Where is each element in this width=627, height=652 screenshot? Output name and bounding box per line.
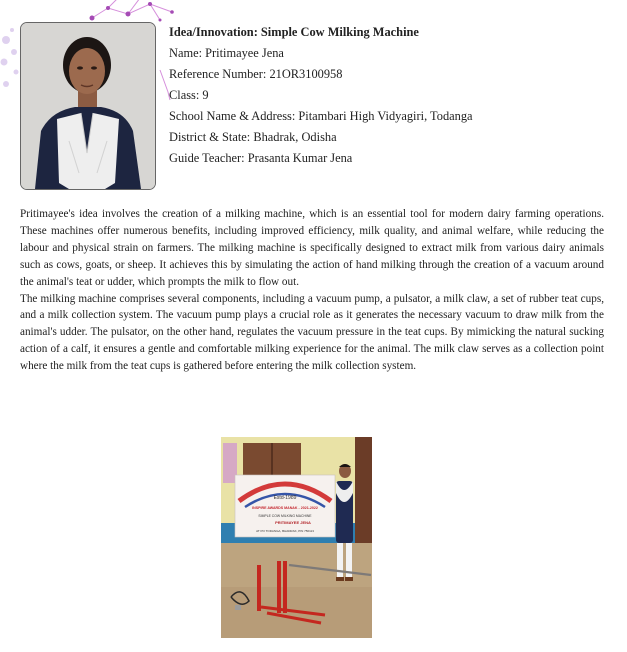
project-banner	[235, 475, 335, 537]
project-photo	[221, 437, 372, 638]
description-paragraph-1: Pritimayee's idea involves the creation of a milking machine, which is an essential tool for modern dairy farming operations. These machines offer numerous benefits, including improved efficiency, milk quality, and animal welfare, while reducing the labour and physical strain on farmers. The milking machine is specifically designed to extract milk from various dairy animals such as cows, goats, or sheep. It achieves this by simulating the action of hand milking through the creation of a vacuum around the animal's teat or udder, which prompts the milk to flow out.	[20, 208, 604, 288]
district-state: District & State: Bhadrak, Odisha	[169, 130, 337, 144]
description-paragraph-2: The milking machine comprises several components, including a vacuum pump, a pulsator, a milk claw, a set of rubber teat cups, and a milk collection system. The vacuum pump plays a crucial role as it generates the necessary vacuum to draw milk from the animal's udder. The pulsator, on the other hand, regulates the vacuum pressure in the teat cups. By mimicking the natural sucking action of a calf, it ensures a gentle and comfortable milking experience for the animal. The milk claw serves as a collection point where the milk from the teat cups is gathered before entering the milk collection system.	[20, 292, 604, 373]
banner-line-5: AT PO TODANGA, BHADRAK, PIN 756113	[256, 529, 314, 533]
student-portrait	[20, 22, 156, 190]
student-name: Name: Pritimayee Jena	[169, 46, 284, 60]
banner-line-3: SIMPLE COW MILKING MACHINE	[258, 514, 312, 518]
banner-line-4: PRITIMAYEE JENA	[275, 520, 311, 525]
project-title: Idea/Innovation: Simple Cow Milking Machine	[169, 25, 419, 39]
class-level: Class: 9	[169, 88, 209, 102]
banner-line-2: INSPIRE AWARDS MANAK - 2021-2022	[252, 506, 318, 510]
banner-line-1: Estd-1989	[273, 495, 297, 501]
student-info	[169, 22, 473, 169]
school-address: School Name & Address: Pitambari High Vidyagiri, Todanga	[169, 109, 473, 123]
reference-number: Reference Number: 21OR3100958	[169, 67, 343, 81]
description	[20, 206, 604, 375]
guide-teacher: Guide Teacher: Prasanta Kumar Jena	[169, 151, 353, 165]
